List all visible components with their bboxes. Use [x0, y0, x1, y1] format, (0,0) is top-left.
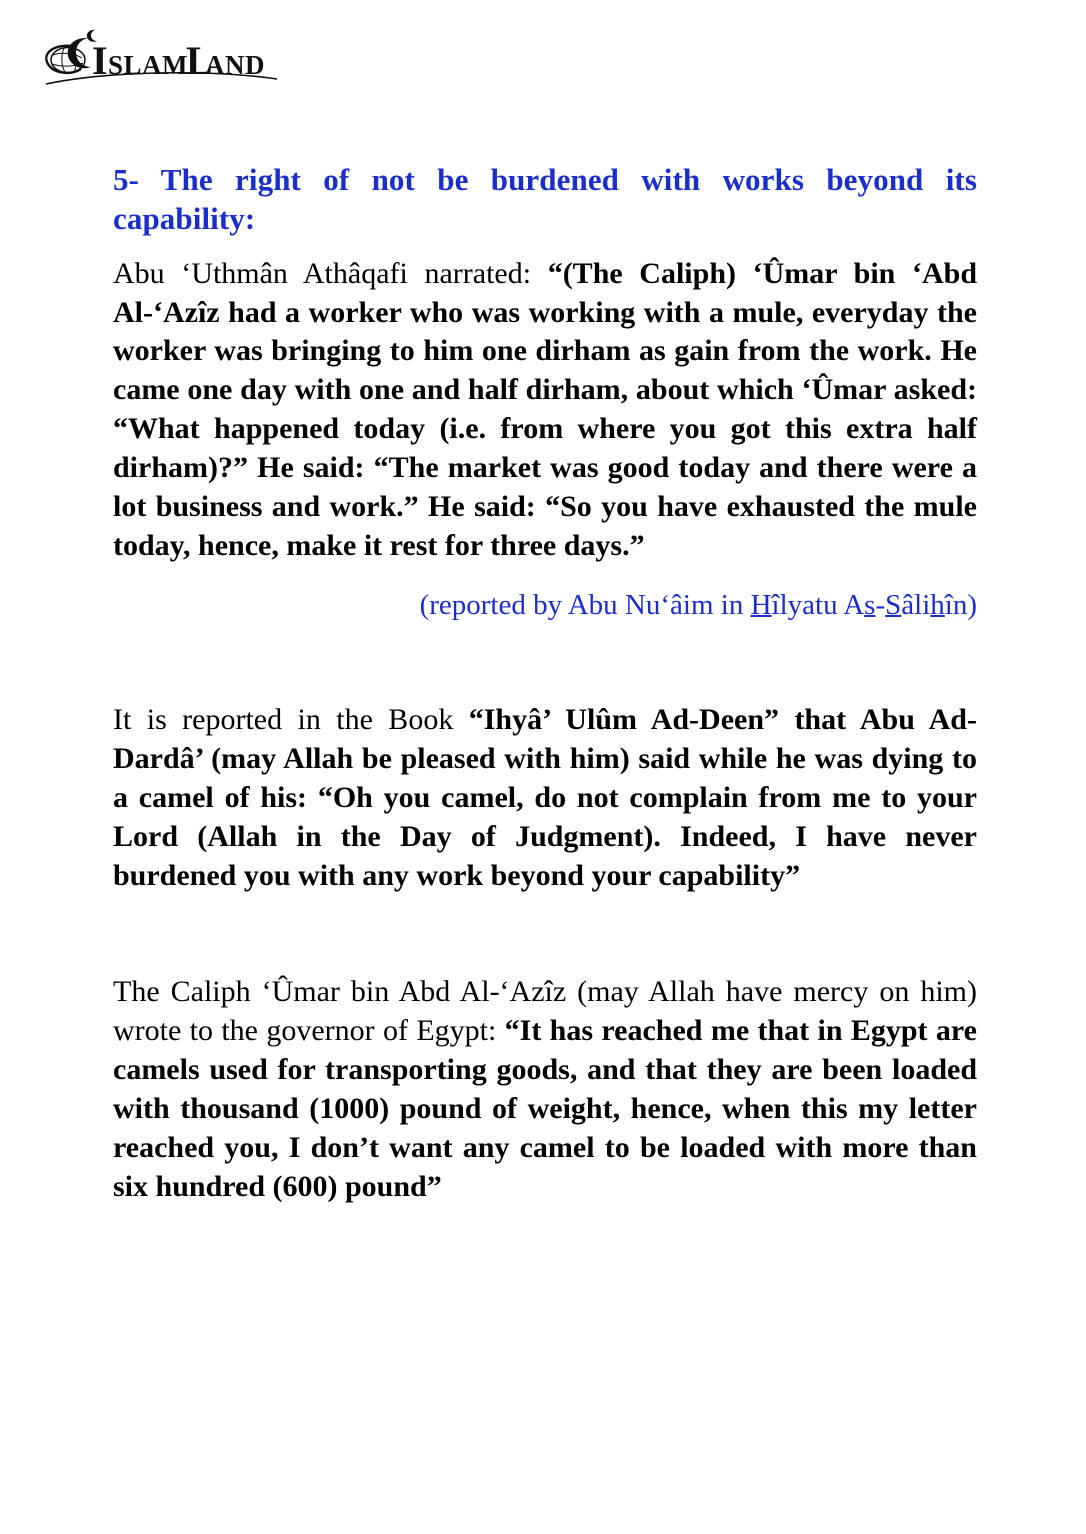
page-title: 5- The right of not be burdened with works beyond its capability:: [113, 162, 977, 237]
attribution-part3: -: [875, 589, 886, 622]
attribution-underlined-h: H: [750, 589, 772, 622]
paragraph-ihya-bold-start: “I: [468, 703, 496, 737]
attribution-part1: (reported by Abu Nu‘âim in: [419, 589, 751, 622]
paragraph-letter-to-governor: [113, 973, 977, 1206]
attribution-part4: âli: [901, 589, 931, 622]
paragraph-spacer-1: [113, 625, 977, 701]
paragraph-letter-lead: The Caliph ‘Ûmar bin Abd Al-‘Azîz (may Allah have mercy on him) wrote to the governor of Egypt:: [113, 975, 977, 1048]
paragraph-ihya-lead: It is reported in the Book: [113, 703, 469, 737]
attribution-part2: îlyatu A: [771, 589, 865, 622]
paragraph-ihya: [113, 701, 977, 895]
islam-land-logo: [34, 22, 294, 86]
paragraph-ihya-bold-rest: yâ’ Ulûm Ad-Deen” that Abu Ad-Dardâ’ (may Allah be pleased with him) said while he was dying to a camel of his: “Oh you camel, do not complain from me to your Lord (Allah in the Day of Judgment). Indeed, I have never burdened you with any work beyond your capability”: [113, 703, 977, 892]
paragraph-narration-lead: Abu ‘Uthmân Athâqafi narrated:: [113, 256, 548, 290]
islam-land-logo-svg: [34, 22, 294, 86]
paragraph-narration-quote: “(The Caliph) ‘Ûmar bin ‘Abd Al-‘Azîz had a worker who was working with a mule, everyday the worker was bringing to him one dirham as gain from the work. He came one day with one and half dirham, about which ‘Ûmar asked: “What happened today (i.e. from where you got this extra half dirham)?” He said: “The market was good today and there were a lot business and work.” He said: “So you have exhausted the mule today, hence, make it rest for three days.”: [113, 256, 978, 562]
logo-word-land: AND: [205, 50, 265, 80]
page-content: [113, 160, 977, 1206]
logo-letter-l: L: [186, 38, 213, 83]
paragraph-spacer-2: [113, 895, 977, 973]
attribution-underlined-s1: s: [864, 589, 876, 622]
paragraph-letter-quote: “It has reached me that in Egypt are camels used for transporting goods, and that they are been loaded with thousand (1000) pound of weight, hence, when this my letter reached you, I don’t want any camel to be loaded with more than six hundred (600) pound”: [113, 1014, 977, 1203]
logo-letter-i: I: [92, 38, 108, 83]
attribution-source: [113, 587, 977, 625]
crescent-moon-globe-icon: [46, 30, 97, 73]
attribution-part5: în): [944, 589, 977, 622]
attribution-underlined-s2: S: [885, 589, 902, 622]
attribution-underlined-h2: h: [930, 589, 945, 622]
logo-word-islam: SLAM: [108, 50, 189, 80]
paragraph-ihya-underlined-h: h: [495, 703, 513, 737]
paragraph-narration: [113, 255, 977, 566]
